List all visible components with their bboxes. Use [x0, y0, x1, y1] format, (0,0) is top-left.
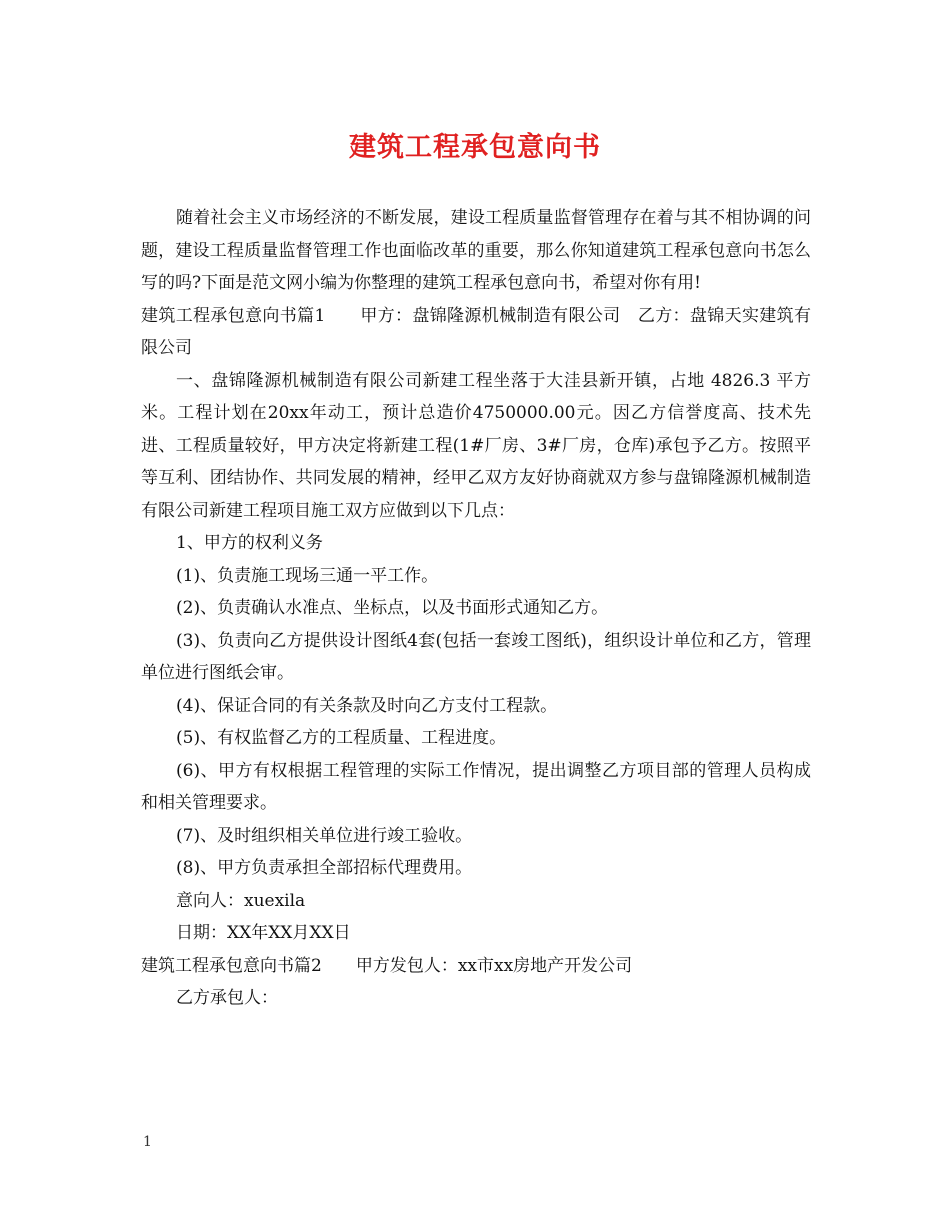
list-item-4: (4)、保证合同的有关条款及时向乙方支付工程款。	[176, 695, 558, 716]
section-heading-1: 建筑工程承包意向书篇1 甲方：盘锦隆源机械制造有限公司 乙方：盘锦天实建筑有限公司	[141, 305, 811, 358]
list-item-5: (5)、有权监督乙方的工程质量、工程进度。	[176, 728, 507, 748]
section-heading-2: 建筑工程承包意向书篇2 甲方发包人：xx市xx房地产开发公司	[141, 955, 633, 976]
paragraph-project-overview: 一、盘锦隆源机械制造有限公司新建工程坐落于大洼县新开镇，占地 4826.3 平方米。工程计划在20xx年动工，预计总造价4750000.00元。因乙方信誉度高、技术先进、工程质量较好，甲方决定将新建工程(1#厂房、3#厂房，仓库)承包予乙方。按照平等互利、团结协作、共同发展的精神，经甲乙双方友好协商就双方参与盘锦隆源机械制造有限公司新建工程项目施工双方应做到以下几点：	[141, 370, 811, 521]
intro-paragraph: 随着社会主义市场经济的不断发展，建设工程质量监督管理存在着与其不相协调的问题，建设工程质量监督管理工作也面临改革的重要，那么你知道建筑工程承包意向书怎么写的吗?下面是范文网小编为你整理的建筑工程承包意向书，希望对你有用!	[141, 208, 811, 293]
page-number: 1	[143, 1134, 152, 1150]
signatory-line: 意向人：xuexila	[176, 890, 306, 911]
paragraph-party-a-duties: 1、甲方的权利义务	[176, 533, 323, 553]
document-title: 建筑工程承包意向书	[349, 132, 601, 163]
document-body	[141, 202, 811, 1015]
date-line: 日期：XX年XX月XX日	[176, 923, 351, 943]
list-item-6: (6)、甲方有权根据工程管理的实际工作情况，提出调整乙方项目部的管理人员构成和相关管理要求。	[141, 760, 811, 813]
list-item-2: (2)、负责确认水准点、坐标点，以及书面形式通知乙方。	[176, 598, 609, 618]
list-item-1: (1)、负责施工现场三通一平工作。	[176, 565, 439, 586]
contractor-line: 乙方承包人：	[176, 988, 278, 1008]
list-item-3: (3)、负责向乙方提供设计图纸4套(包括一套竣工图纸)，组织设计单位和乙方，管理单位进行图纸会审。	[141, 630, 811, 683]
list-item-7: (7)、及时组织相关单位进行竣工验收。	[176, 825, 473, 846]
list-item-8: (8)、甲方负责承担全部招标代理费用。	[176, 858, 473, 878]
